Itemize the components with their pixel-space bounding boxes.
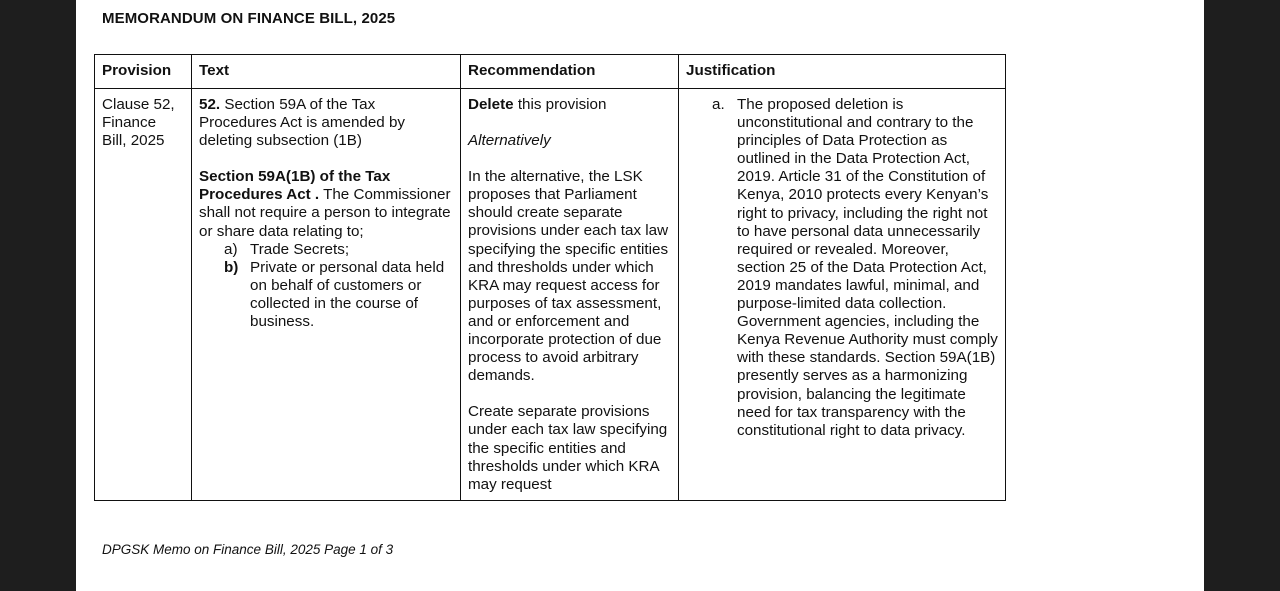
delete-word: Delete	[468, 96, 514, 113]
justification-text: The proposed deletion is unconstitutional and contrary to the principles of Data Protection as outlined in the Data Protection Act, 2019. Article 31 of the Constitution of Kenya, 2010 protects every Kenyan’s right to privacy, including the right not to have personal data unnecessarily required or revealed. Moreover, section 25 of the Data Protection Act, 2019 mandates lawful, minimal, and purpose-limited data collection. Government agencies, including the Kenya Revenue Authority must comply with these standards. Section 59A(1B) presently serves as a harmonizing provision, balancing the legitimate need for tax transparency with the constitutional right to data privacy.	[737, 96, 998, 439]
alternatively-label: Alternatively	[468, 132, 551, 150]
header-justification: Justification	[679, 55, 1006, 89]
clause-body: Section 59A of the Tax Procedures Act is amended by deleting subsection (1B)	[199, 96, 405, 150]
document-title: MEMORANDUM ON FINANCE BILL, 2025	[102, 10, 396, 27]
table-header-row	[95, 55, 1006, 89]
section-heading: Section 59A(1B) of the Tax Procedures Act .	[199, 168, 391, 204]
header-text: Text	[192, 55, 461, 89]
list-item-text: Trade Secrets;	[250, 240, 350, 258]
section-paragraph	[199, 168, 453, 240]
cell-text	[192, 89, 461, 501]
list-item-text: Private or personal data held on behalf of customers or collected in the course of business.	[250, 258, 445, 331]
header-provision: Provision	[95, 55, 192, 89]
list-item	[224, 259, 453, 331]
delete-rest: this provision	[513, 96, 607, 113]
page-footer: DPGSK Memo on Finance Bill, 2025 Page 1 of 3	[102, 542, 394, 557]
cell-provision	[95, 89, 192, 501]
recommendation-paragraph-1: In the alternative, the LSK proposes that Parliament should create separate provisions under each tax law specifying the specific entities and thresholds under which KRA may request access for purposes of tax assessment, and or enforcement and incorporate protection of due process to avoid arbitrary demands.	[468, 168, 669, 385]
clause-paragraph	[199, 96, 453, 150]
provision-text: Clause 52, Finance Bill, 2025	[102, 96, 175, 150]
cell-recommendation	[461, 89, 679, 501]
delete-line	[468, 96, 671, 114]
justification-marker: a.	[712, 96, 725, 113]
section-body: The Commissioner shall not require a person to integrate or share data relating to;	[199, 186, 451, 240]
justification-item	[686, 96, 998, 440]
clause-number: 52.	[199, 96, 221, 113]
recommendation-paragraph-2: Create separate provisions under each tax law specifying the specific entities and thresholds under which KRA may request	[468, 403, 668, 493]
cell-justification	[679, 89, 1006, 501]
table-row	[95, 89, 1006, 501]
header-recommendation: Recommendation	[461, 55, 679, 89]
section-items	[199, 241, 453, 331]
memo-table	[94, 54, 1006, 501]
list-item	[224, 241, 453, 259]
list-marker: b)	[224, 258, 239, 276]
list-marker: a)	[224, 240, 238, 258]
